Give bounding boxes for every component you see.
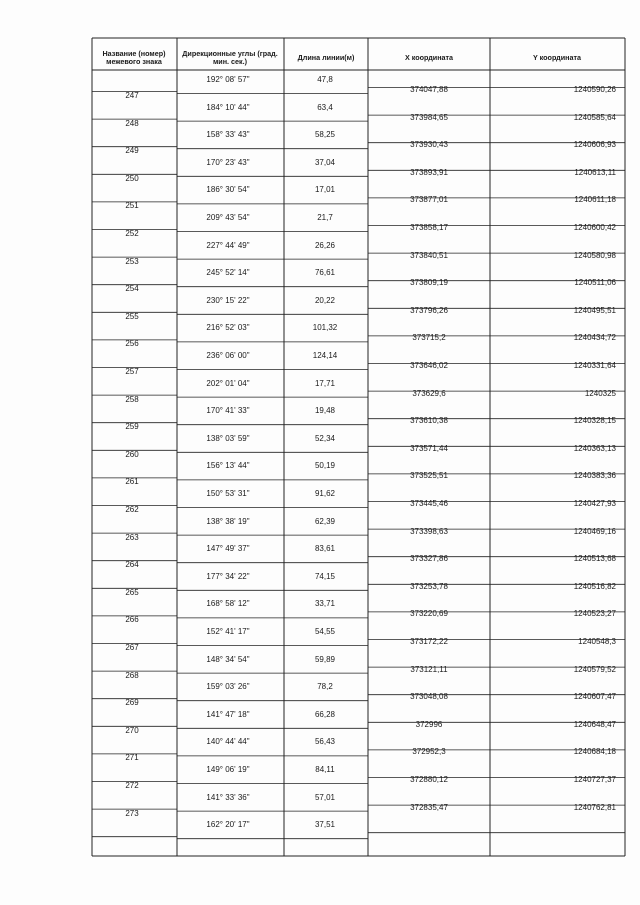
angle-cell: 170° 41' 33" [206,406,250,416]
point-name-cell: 259 [125,422,139,432]
angle-cell: 245° 52' 14" [206,268,250,278]
point-name-cell: 258 [125,394,139,404]
y-coordinate-cell: 1240325 [584,388,616,398]
header-y: Y координата [533,52,581,62]
angle-cell: 156° 13' 44" [206,461,250,471]
point-name-cell: 271 [125,753,139,763]
angle-cell: 149° 06' 19" [206,765,250,774]
point-name-cell: 254 [125,284,139,294]
x-coordinate-cell: 373796,26 [410,305,448,315]
length-cell: 37,51 [314,820,336,830]
point-name-cell: 267 [125,643,139,652]
length-cell: 124,14 [312,351,338,360]
header-name: Название (номер) межевого знака [102,48,166,66]
point-name-cell: 272 [125,781,139,790]
point-name-cell: 253 [125,256,139,266]
x-coordinate-cell: 372996 [415,719,443,729]
angle-cell: 177° 34' 22" [206,571,250,581]
point-name-cell: 262 [125,505,139,514]
y-coordinate-cell: 1240469,16 [573,526,616,536]
x-coordinate-cell: 372835,47 [410,802,448,812]
y-coordinate-cell: 1240762,81 [573,802,616,812]
point-name-cell: 270 [125,725,139,735]
x-coordinate-cell: 373629,6 [412,388,446,398]
point-name-cell: 250 [125,173,139,183]
x-coordinate-cell: 373893,91 [410,167,448,177]
angle-cell: 152° 41' 17" [206,627,250,636]
point-name-cell: 268 [125,670,139,680]
length-cell: 78,2 [317,682,333,692]
y-coordinate-cell: 1240727,37 [573,775,616,784]
y-coordinate-cell: 1240606,93 [573,140,616,150]
length-cell: 37,04 [314,157,336,167]
x-coordinate-cell: 373840,51 [410,250,448,260]
point-name-cell: 251 [125,201,139,211]
x-coordinate-cell: 373048,08 [410,692,448,702]
length-cell: 17,71 [314,378,336,388]
x-coordinate-cell: 373445,46 [410,499,448,508]
angle-cell: 141° 33' 36" [206,792,250,802]
length-cell: 84,11 [315,765,335,774]
x-coordinate-cell: 373398,63 [410,526,448,536]
x-coordinate-cell: 373930,43 [410,140,448,150]
y-coordinate-cell: 1240548,3 [578,637,616,646]
length-cell: 19,48 [314,406,336,416]
x-coordinate-cell: 373809,19 [410,278,448,288]
angle-cell: 184° 10' 44" [206,102,250,112]
angle-cell: 162° 20' 17" [206,820,250,830]
length-cell: 52,34 [314,433,336,443]
x-coordinate-cell: 373646,02 [410,361,448,370]
y-coordinate-cell: 1240513,68 [573,554,616,564]
x-coordinate-cell: 373220,69 [410,609,448,619]
header-angle: Дирекционные углы (град. мин. сек.) [182,48,278,66]
length-cell: 57,01 [314,792,336,802]
point-name-cell: 269 [125,698,139,708]
length-cell: 62,39 [314,516,336,526]
angle-cell: 138° 38' 19" [206,516,250,526]
length-cell: 54,55 [314,627,336,636]
length-cell: 26,26 [314,240,336,250]
length-cell: 74,15 [314,571,336,581]
angle-cell: 192° 08' 57" [206,75,250,84]
angle-cell: 209° 43' 54" [206,213,250,222]
length-cell: 56,43 [314,737,336,747]
x-coordinate-cell: 372880,12 [410,775,448,784]
angle-cell: 230° 15' 22" [206,295,250,305]
point-name-cell: 266 [125,615,139,625]
x-coordinate-cell: 372952,3 [412,747,446,757]
point-name-cell: 260 [125,449,139,459]
x-coordinate-cell: 373715,2 [412,333,446,343]
y-coordinate-cell: 1240511,06 [574,278,616,288]
header-x: X координата [404,52,454,62]
length-cell: 33,71 [314,599,336,609]
point-name-cell: 247 [125,91,139,100]
header-length: Длина линии(м) [297,52,355,62]
angle-cell: 186° 30' 54" [206,185,250,195]
y-coordinate-cell: 1240600,42 [573,223,616,232]
length-cell: 63,4 [317,102,333,112]
length-cell: 20,22 [314,295,336,305]
length-cell: 47,8 [317,75,333,84]
x-coordinate-cell: 373121,11 [410,664,448,674]
x-coordinate-cell: 373172,22 [410,637,448,646]
angle-cell: 159° 03' 26" [206,682,250,692]
length-cell: 91,62 [314,489,336,498]
x-coordinate-cell: 373253,78 [410,581,448,591]
length-cell: 17,01 [314,185,336,195]
y-coordinate-cell: 1240383,36 [573,471,616,481]
length-cell: 59,89 [314,654,336,664]
y-coordinate-cell: 1240579,52 [573,664,616,674]
length-cell: 21,7 [317,213,333,222]
y-coordinate-cell: 1240684,18 [573,747,616,757]
x-coordinate-cell: 373610,38 [410,416,448,426]
point-name-cell: 265 [125,587,139,597]
x-coordinate-cell: 373877,01 [410,195,448,205]
y-coordinate-cell: 1240516,82 [573,581,616,591]
length-cell: 76,61 [314,268,336,278]
y-coordinate-cell: 1240363,13 [573,443,616,453]
angle-cell: 170° 23' 43" [206,157,250,167]
angle-cell: 138° 03' 59" [206,433,250,443]
y-coordinate-cell: 1240523,27 [573,609,616,619]
y-coordinate-cell: 1240648,47 [573,719,616,729]
point-name-cell: 264 [125,560,139,570]
angle-cell: 150° 53' 31" [206,489,250,498]
angle-cell: 147° 49' 37" [206,544,250,554]
y-coordinate-cell: 1240611,18 [574,195,616,205]
y-coordinate-cell: 1240613,11 [574,167,616,177]
x-coordinate-cell: 373525,51 [410,471,448,481]
y-coordinate-cell: 1240607,47 [573,692,616,702]
angle-cell: 216° 52' 03" [206,323,250,333]
length-cell: 50,19 [314,461,336,471]
point-name-cell: 252 [125,229,139,238]
point-name-cell: 261 [125,477,139,487]
x-coordinate-cell: 373858,17 [410,223,448,232]
x-coordinate-cell: 374047,88 [410,85,448,94]
x-coordinate-cell: 373571,44 [410,443,448,453]
y-coordinate-cell: 1240427,93 [573,499,616,508]
point-name-cell: 256 [125,339,139,349]
point-name-cell: 273 [125,808,139,818]
y-coordinate-cell: 1240328,15 [573,416,616,426]
y-coordinate-cell: 1240590,26 [573,85,616,94]
x-coordinate-cell: 373984,65 [410,112,448,122]
y-coordinate-cell: 1240434,72 [573,333,616,343]
x-coordinate-cell: 373327,86 [410,554,448,564]
point-name-cell: 249 [125,146,139,156]
angle-cell: 202° 01' 04" [206,378,250,388]
point-name-cell: 248 [125,118,139,128]
y-coordinate-cell: 1240331,64 [573,361,616,370]
length-cell: 58,25 [314,130,336,140]
y-coordinate-cell: 1240585,64 [573,112,616,122]
angle-cell: 140° 44' 44" [206,737,250,747]
point-name-cell: 255 [125,311,139,321]
y-coordinate-cell: 1240580,98 [573,250,616,260]
point-name-cell: 257 [125,367,139,376]
angle-cell: 236° 06' 00" [206,351,250,360]
length-cell: 83,61 [314,544,336,554]
angle-cell: 158° 33' 43" [206,130,250,140]
length-cell: 66,28 [314,709,336,719]
length-cell: 101,32 [312,323,338,333]
point-name-cell: 263 [125,532,139,542]
angle-cell: 141° 47' 18" [206,709,250,719]
angle-cell: 168° 58' 12" [206,599,250,609]
y-coordinate-cell: 1240495,51 [573,305,616,315]
angle-cell: 148° 34' 54" [206,654,250,664]
angle-cell: 227° 44' 49" [206,240,250,250]
